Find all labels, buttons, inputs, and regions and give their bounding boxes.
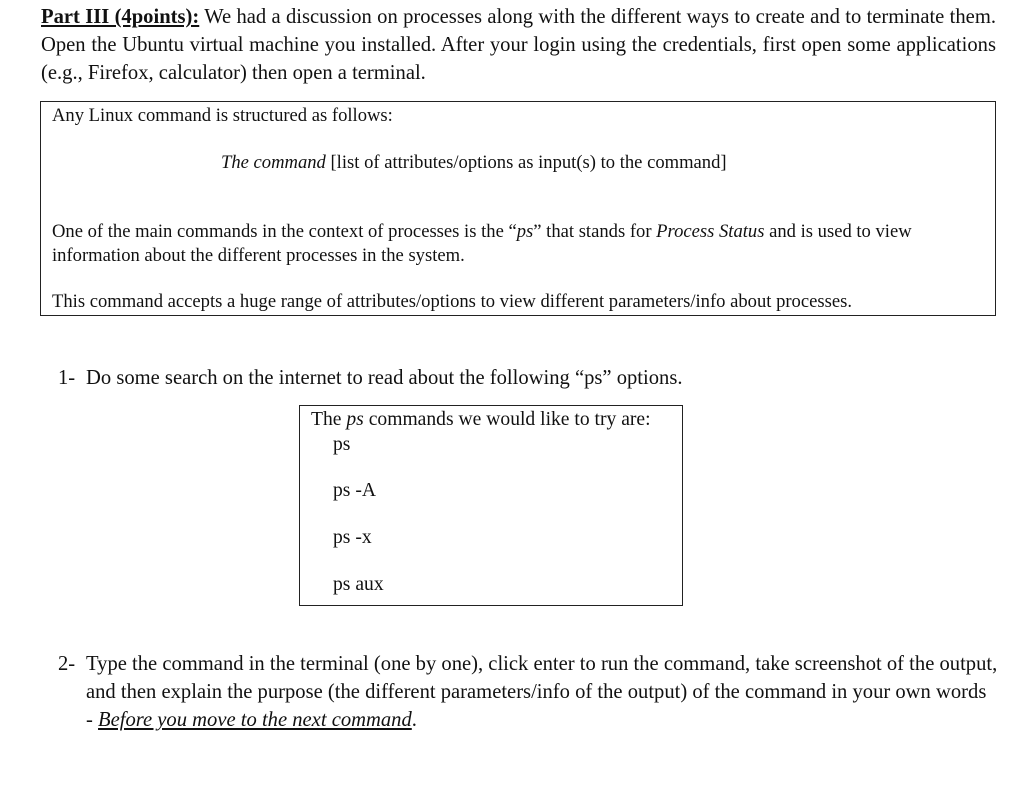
command-template-rest: [list of attributes/options as input(s) to the command] <box>325 152 727 173</box>
question-2-text: Type the command in the terminal (one by one), click enter to run the command, take screenshot of the output, and then explain the purpose (the different parameters/info of the output) of the command in your own words - <box>86 653 998 731</box>
intro-paragraph <box>41 3 996 87</box>
command-structure-box <box>40 101 996 316</box>
question-2-end: . <box>411 709 417 731</box>
next-command-link: Before you move to the next command <box>98 709 412 731</box>
ps-command-item: ps aux <box>333 574 384 595</box>
command-template <box>221 151 727 175</box>
ps-description-process-status: Process Status <box>656 221 765 242</box>
ps-command-item: ps -A <box>333 480 376 501</box>
question-1-number: 1- <box>58 367 76 389</box>
ps-command-item: ps <box>333 434 351 455</box>
ps-description-part2: ” that stands for <box>533 221 657 242</box>
ps-commands-title <box>311 407 651 433</box>
command-template-italic: The command <box>221 152 326 173</box>
ps-description-part1: One of the main commands in the context of processes is the “ <box>52 221 517 242</box>
structure-note: Any Linux command is structured as follows: <box>52 105 393 126</box>
ps-description-part3: and is used to view information about the different processes in the system. <box>52 221 912 266</box>
intro-text: We had a discussion on processes along with the different ways to create and to terminate them. Open the Ubuntu virtual machine you installed. After your login using the credentials, first open some applications (e.g., Firefox, calculator) then open a terminal. <box>41 6 996 84</box>
question-2-number: 2- <box>58 653 76 675</box>
range-note: This command accepts a huge range of attributes/options to view different parameters/info about processes. <box>52 291 852 312</box>
ps-commands-box <box>299 405 683 606</box>
ps-commands-title-part2: commands we would like to try are: <box>363 409 651 430</box>
question-1-text: Do some search on the internet to read about the following “ps” options. <box>86 367 683 389</box>
question-2 <box>58 650 998 734</box>
ps-description-ps: ps <box>516 221 534 242</box>
question-2-body <box>86 650 998 734</box>
question-1 <box>58 364 683 392</box>
ps-commands-title-part1: The <box>311 409 347 430</box>
ps-command-item: ps -x <box>333 527 372 548</box>
ps-description <box>52 220 987 268</box>
ps-commands-title-ps: ps <box>346 409 364 430</box>
part-heading: Part III (4points): <box>41 6 200 28</box>
